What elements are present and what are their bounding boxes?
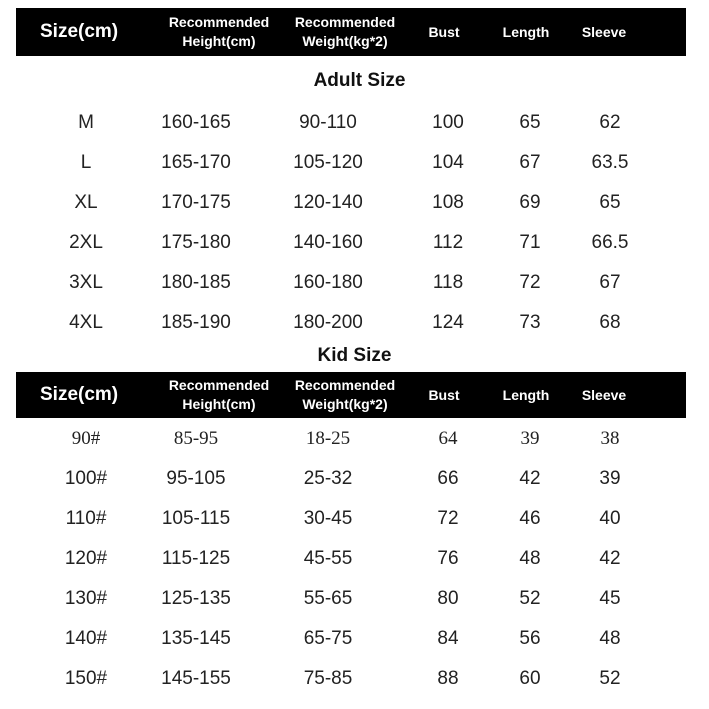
cell-sleeve: 62 — [599, 112, 621, 133]
cell-bust: 84 — [437, 628, 459, 649]
cell-weight: 75-85 — [303, 668, 353, 689]
header-size: Size(cm) — [40, 384, 119, 405]
cell-bust: 66 — [437, 468, 459, 489]
cell-sleeve: 52 — [599, 668, 621, 689]
table-row — [0, 544, 709, 574]
cell-size: 3XL — [69, 272, 103, 293]
cell-sleeve: 63.5 — [591, 152, 629, 173]
cell-height: 105-115 — [161, 508, 231, 529]
cell-weight: 45-55 — [303, 548, 353, 569]
cell-weight: 140-160 — [293, 232, 363, 253]
table-row — [0, 624, 709, 654]
table-row — [0, 148, 709, 178]
cell-bust: 124 — [432, 312, 464, 333]
table-row — [0, 424, 709, 454]
cell-length: 72 — [519, 272, 541, 293]
cell-length: 69 — [519, 192, 541, 213]
cell-bust: 88 — [437, 668, 459, 689]
cell-size: 90# — [71, 428, 101, 449]
cell-length: 60 — [519, 668, 541, 689]
cell-size: 120# — [64, 548, 108, 569]
cell-length: 48 — [519, 548, 541, 569]
cell-weight: 105-120 — [293, 152, 363, 173]
cell-size: 130# — [64, 588, 108, 609]
cell-height: 170-175 — [161, 192, 231, 213]
cell-length: 42 — [519, 468, 541, 489]
table-row — [0, 308, 709, 338]
cell-height: 135-145 — [161, 628, 231, 649]
cell-sleeve: 38 — [600, 428, 620, 449]
table-row — [0, 464, 709, 494]
cell-sleeve: 40 — [599, 508, 621, 529]
cell-height: 180-185 — [161, 272, 231, 293]
cell-length: 71 — [519, 232, 541, 253]
adult-size-title: Adult Size — [313, 70, 406, 91]
cell-height: 85-95 — [173, 428, 219, 449]
header-bust: Bust — [428, 24, 460, 40]
cell-weight: 18-25 — [305, 428, 351, 449]
cell-weight: 25-32 — [303, 468, 353, 489]
cell-sleeve: 67 — [599, 272, 621, 293]
cell-size: 140# — [64, 628, 108, 649]
cell-length: 56 — [519, 628, 541, 649]
header-sleeve: Sleeve — [581, 24, 627, 40]
cell-length: 39 — [520, 428, 540, 449]
cell-weight: 65-75 — [303, 628, 353, 649]
table-row — [0, 584, 709, 614]
cell-sleeve: 39 — [599, 468, 621, 489]
cell-bust: 64 — [438, 428, 458, 449]
cell-bust: 100 — [432, 112, 464, 133]
cell-sleeve: 68 — [599, 312, 621, 333]
cell-height: 145-155 — [161, 668, 231, 689]
table-row — [0, 108, 709, 138]
cell-size: 150# — [64, 668, 108, 689]
header-length: Length — [502, 24, 550, 40]
header-sleeve: Sleeve — [581, 387, 627, 403]
cell-bust: 118 — [432, 272, 464, 293]
cell-weight: 120-140 — [293, 192, 363, 213]
cell-sleeve: 66.5 — [591, 232, 629, 253]
cell-length: 46 — [519, 508, 541, 529]
cell-bust: 104 — [432, 152, 464, 173]
cell-weight: 180-200 — [293, 312, 363, 333]
cell-height: 175-180 — [161, 232, 231, 253]
cell-sleeve: 65 — [599, 192, 621, 213]
table-row — [0, 504, 709, 534]
table-row — [0, 228, 709, 258]
header-bust: Bust — [428, 387, 460, 403]
cell-length: 65 — [519, 112, 541, 133]
cell-height: 115-125 — [161, 548, 231, 569]
cell-bust: 108 — [432, 192, 464, 213]
cell-weight: 55-65 — [303, 588, 353, 609]
cell-height: 160-165 — [161, 112, 231, 133]
table-row — [0, 664, 709, 694]
header-length: Length — [502, 387, 550, 403]
cell-sleeve: 45 — [599, 588, 621, 609]
cell-length: 52 — [519, 588, 541, 609]
cell-length: 67 — [519, 152, 541, 173]
cell-size: 2XL — [69, 232, 103, 253]
cell-bust: 80 — [437, 588, 459, 609]
cell-size: L — [80, 152, 92, 173]
header-weight: Recommended Weight(kg*2) — [294, 14, 396, 49]
cell-height: 185-190 — [161, 312, 231, 333]
cell-weight: 30-45 — [303, 508, 353, 529]
header-height: Recommended Height(cm) — [168, 377, 270, 412]
table-row — [0, 188, 709, 218]
cell-sleeve: 42 — [599, 548, 621, 569]
cell-size: XL — [74, 192, 98, 213]
cell-size: 110# — [65, 508, 107, 529]
adult-table-header — [16, 8, 686, 56]
cell-size: M — [78, 112, 94, 133]
cell-weight: 160-180 — [293, 272, 363, 293]
kid-table-header — [16, 372, 686, 418]
cell-bust: 112 — [432, 232, 464, 253]
header-height: Recommended Height(cm) — [168, 14, 270, 49]
cell-size: 100# — [64, 468, 108, 489]
cell-size: 4XL — [69, 312, 103, 333]
kid-size-title: Kid Size — [317, 345, 392, 366]
header-size: Size(cm) — [40, 21, 119, 42]
cell-sleeve: 48 — [599, 628, 621, 649]
cell-length: 73 — [519, 312, 541, 333]
cell-height: 95-105 — [166, 468, 226, 489]
cell-weight: 90-110 — [299, 112, 357, 133]
cell-height: 165-170 — [161, 152, 231, 173]
header-weight: Recommended Weight(kg*2) — [294, 377, 396, 412]
cell-bust: 76 — [437, 548, 459, 569]
table-row — [0, 268, 709, 298]
cell-height: 125-135 — [161, 588, 231, 609]
cell-bust: 72 — [437, 508, 459, 529]
